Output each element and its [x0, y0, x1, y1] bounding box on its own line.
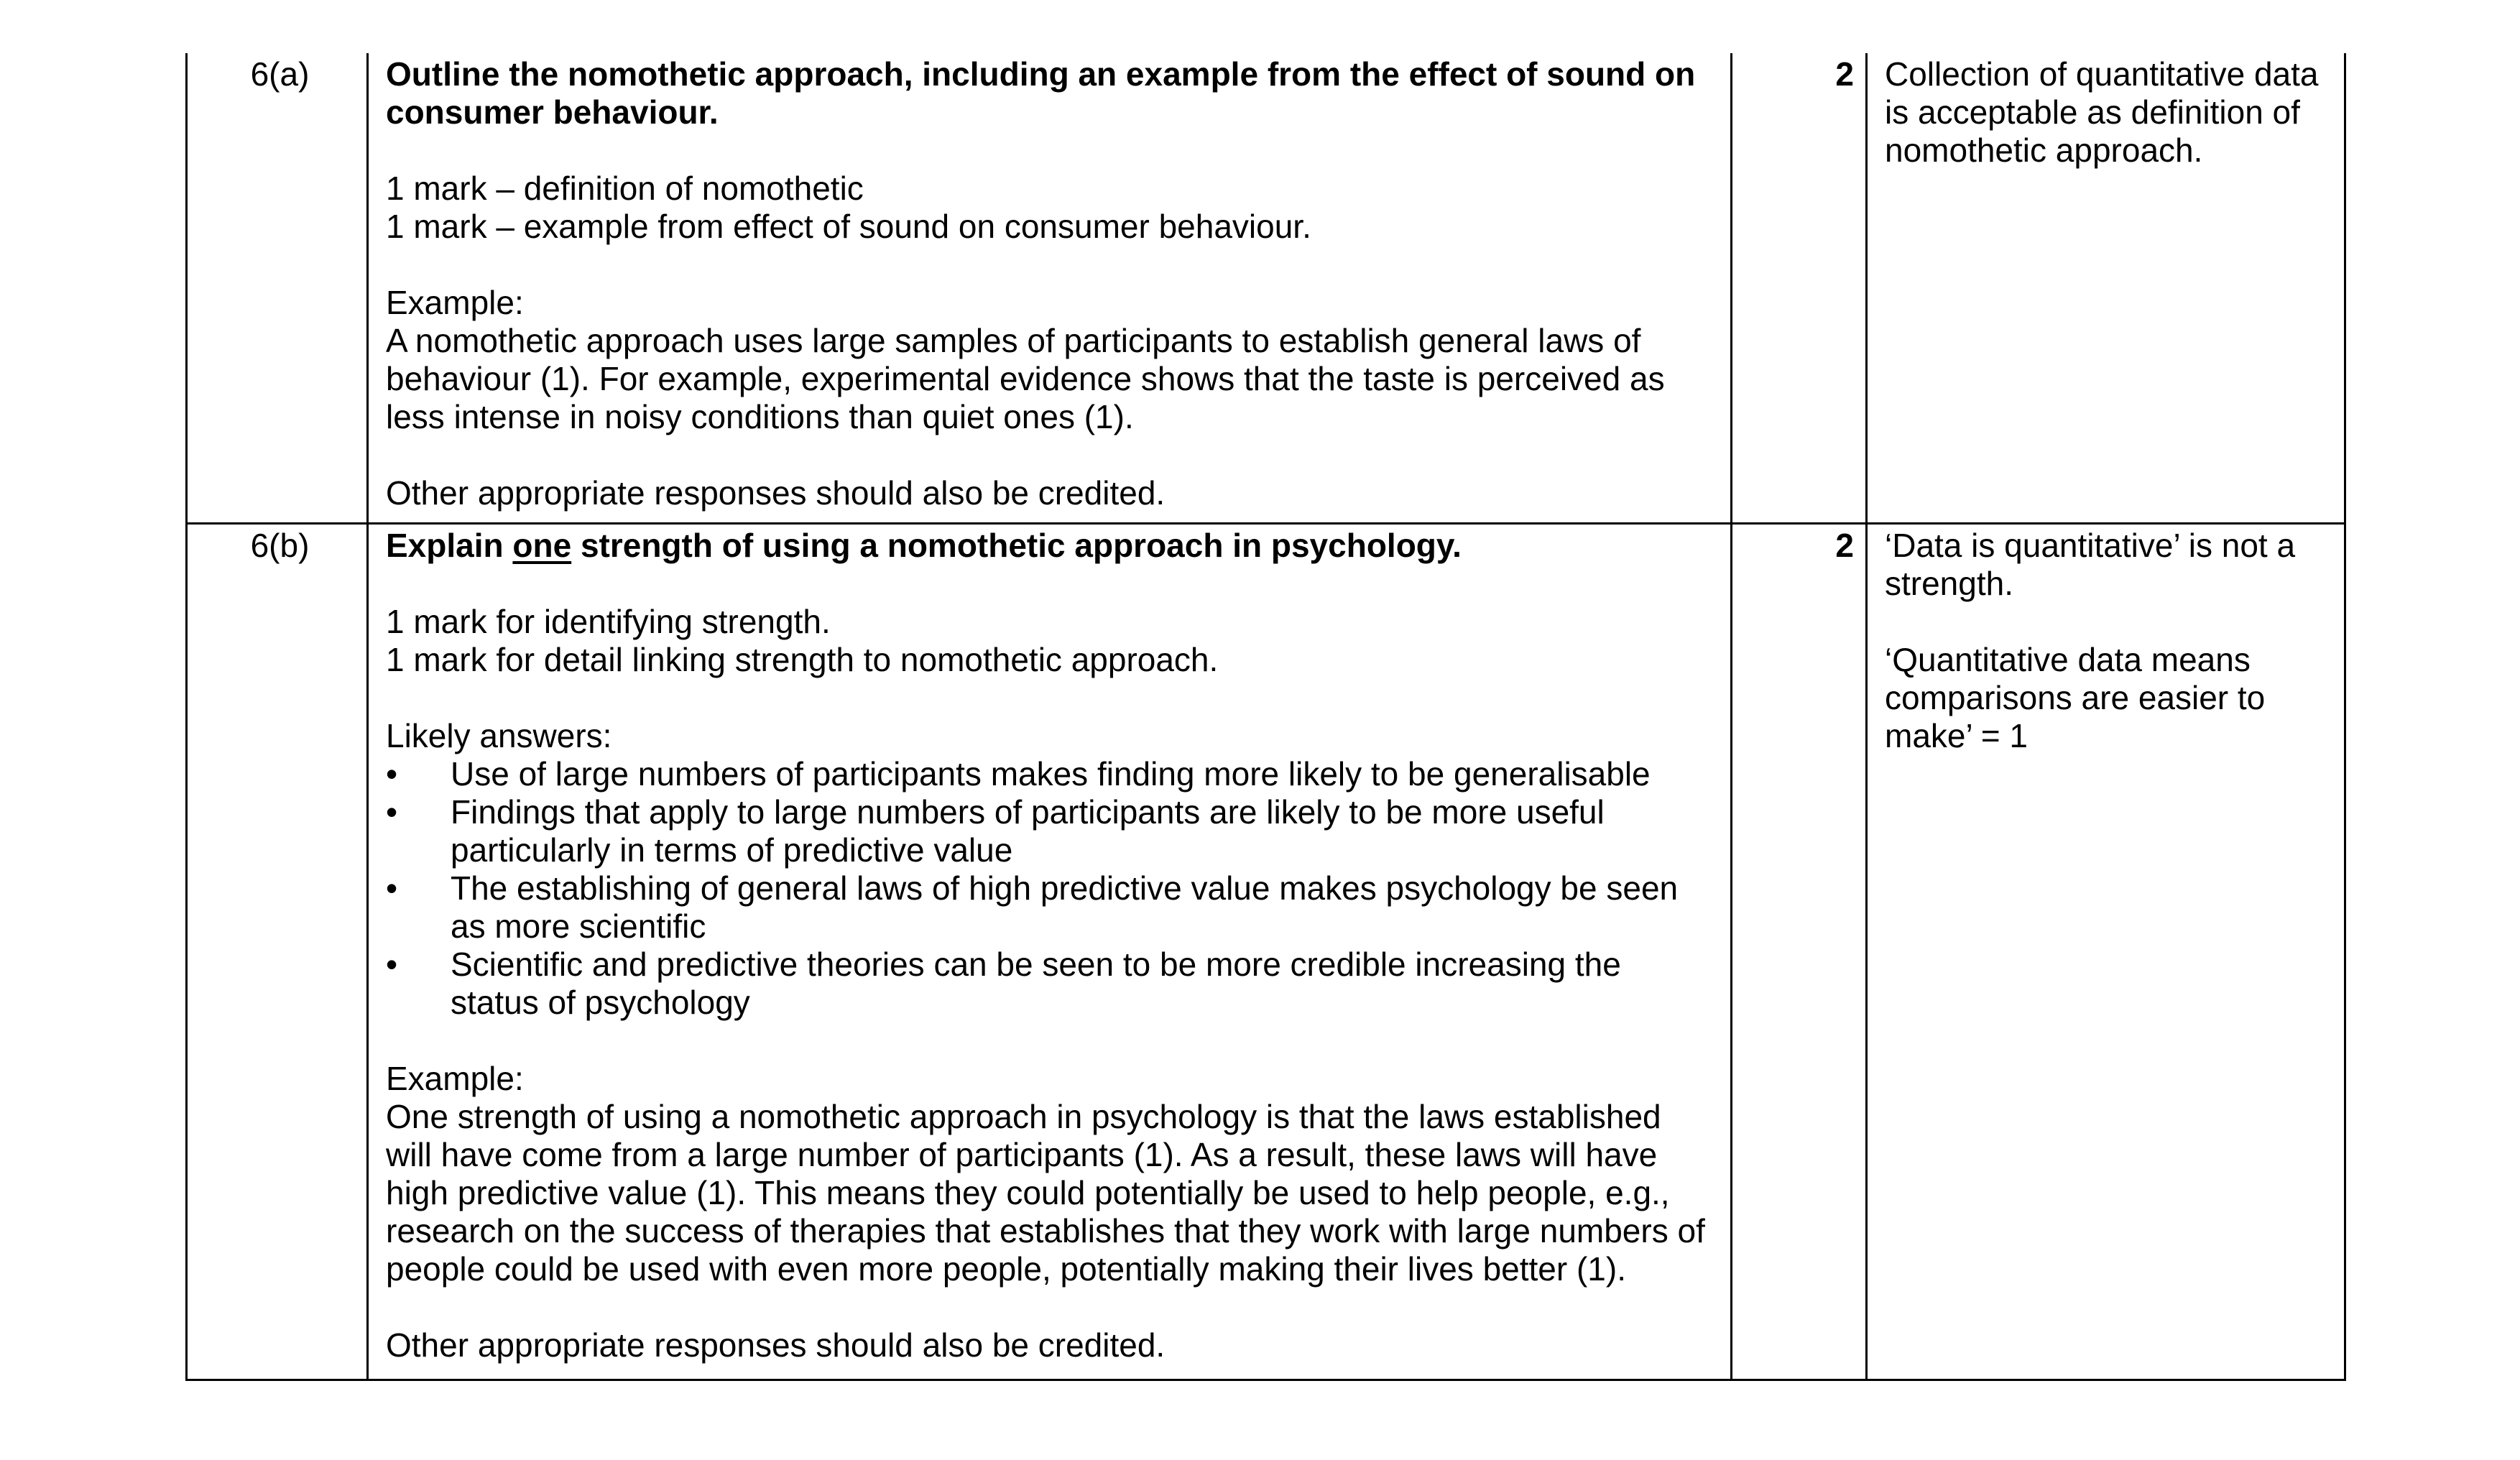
marks-cell: [1732, 53, 1867, 524]
mark-point: 1 mark – definition of nomothetic: [386, 170, 864, 207]
guidance-text: ‘Data is quantitative’ is not a strength.: [1885, 527, 2296, 602]
question-number: [187, 53, 368, 524]
other-responses-note: Other appropriate responses should also be credited.: [386, 1326, 1166, 1364]
mark-point: 1 mark for identifying strength.: [386, 603, 831, 640]
table-row: [187, 53, 2345, 524]
guidance-cell: [1867, 53, 2345, 524]
likely-answers-list: [386, 755, 1713, 1022]
marks-cell: [1732, 524, 1867, 1380]
other-responses-note: Other appropriate responses should also be credited.: [386, 474, 1166, 512]
answer-cell: [368, 524, 1732, 1380]
list-item: [386, 946, 1713, 1022]
question-title: [386, 527, 1713, 565]
bullet-icon: •: [386, 946, 398, 983]
likely-answers-heading: Likely answers:: [386, 717, 612, 754]
example-text: A nomothetic approach uses large samples of participants to establish general laws of behaviour (1). For example, experimental evidence shows that the taste is perceived as less intense in noisy conditions than quiet ones (1).: [386, 322, 1665, 435]
list-item: [386, 793, 1713, 869]
list-item: [386, 869, 1713, 946]
marks-value: 2: [1835, 527, 1854, 564]
question-title-end: strength of using a nomothetic approach in psychology.: [571, 527, 1462, 564]
guidance-text: ‘Quantitative data means comparisons are easier to make’ = 1: [1885, 641, 2266, 754]
example-text: One strength of using a nomothetic approach in psychology is that the laws established will have come from a large number of participants (1). As a result, these laws will have high predictive value (1). This means they could potentially be used to help people, e.g., research on the success of therapies that establishes that they work with large numbers of people could be used with even more people, potentially making their lives better (1).: [386, 1098, 1705, 1288]
mark-scheme-table: [185, 53, 2346, 1381]
guidance-cell: [1867, 524, 2345, 1380]
list-item-text: The establishing of general laws of high predictive value makes psychology be seen as more scientific: [451, 869, 1679, 945]
question-title-emphasis: one: [512, 527, 572, 564]
bullet-icon: •: [386, 793, 398, 831]
bullet-icon: •: [386, 755, 398, 793]
guidance-text: Collection of quantitative data is acceptable as definition of nomothetic approach.: [1885, 55, 2319, 169]
question-number: [187, 524, 368, 1380]
marks-value: 2: [1835, 55, 1854, 93]
question-number-text: 6(a): [250, 55, 310, 93]
example-heading: Example:: [386, 284, 524, 321]
answer-cell: [368, 53, 1732, 524]
question-title-start: Explain: [386, 527, 513, 564]
table-row: [187, 524, 2345, 1380]
list-item: [386, 755, 1713, 793]
list-item-text: Use of large numbers of participants makes finding more likely to be generalisable: [451, 755, 1651, 793]
question-number-text: 6(b): [250, 527, 310, 564]
mark-point: 1 mark – example from effect of sound on consumer behaviour.: [386, 208, 1311, 245]
bullet-icon: •: [386, 869, 398, 907]
example-heading: Example:: [386, 1060, 524, 1097]
mark-point: 1 mark for detail linking strength to nomothetic approach.: [386, 641, 1219, 678]
list-item-text: Scientific and predictive theories can be seen to be more credible increasing the status of psychology: [451, 946, 1621, 1021]
list-item-text: Findings that apply to large numbers of participants are likely to be more useful particularly in terms of predictive value: [451, 793, 1605, 869]
question-title: Outline the nomothetic approach, including an example from the effect of sound on consumer behaviour.: [386, 55, 1696, 131]
